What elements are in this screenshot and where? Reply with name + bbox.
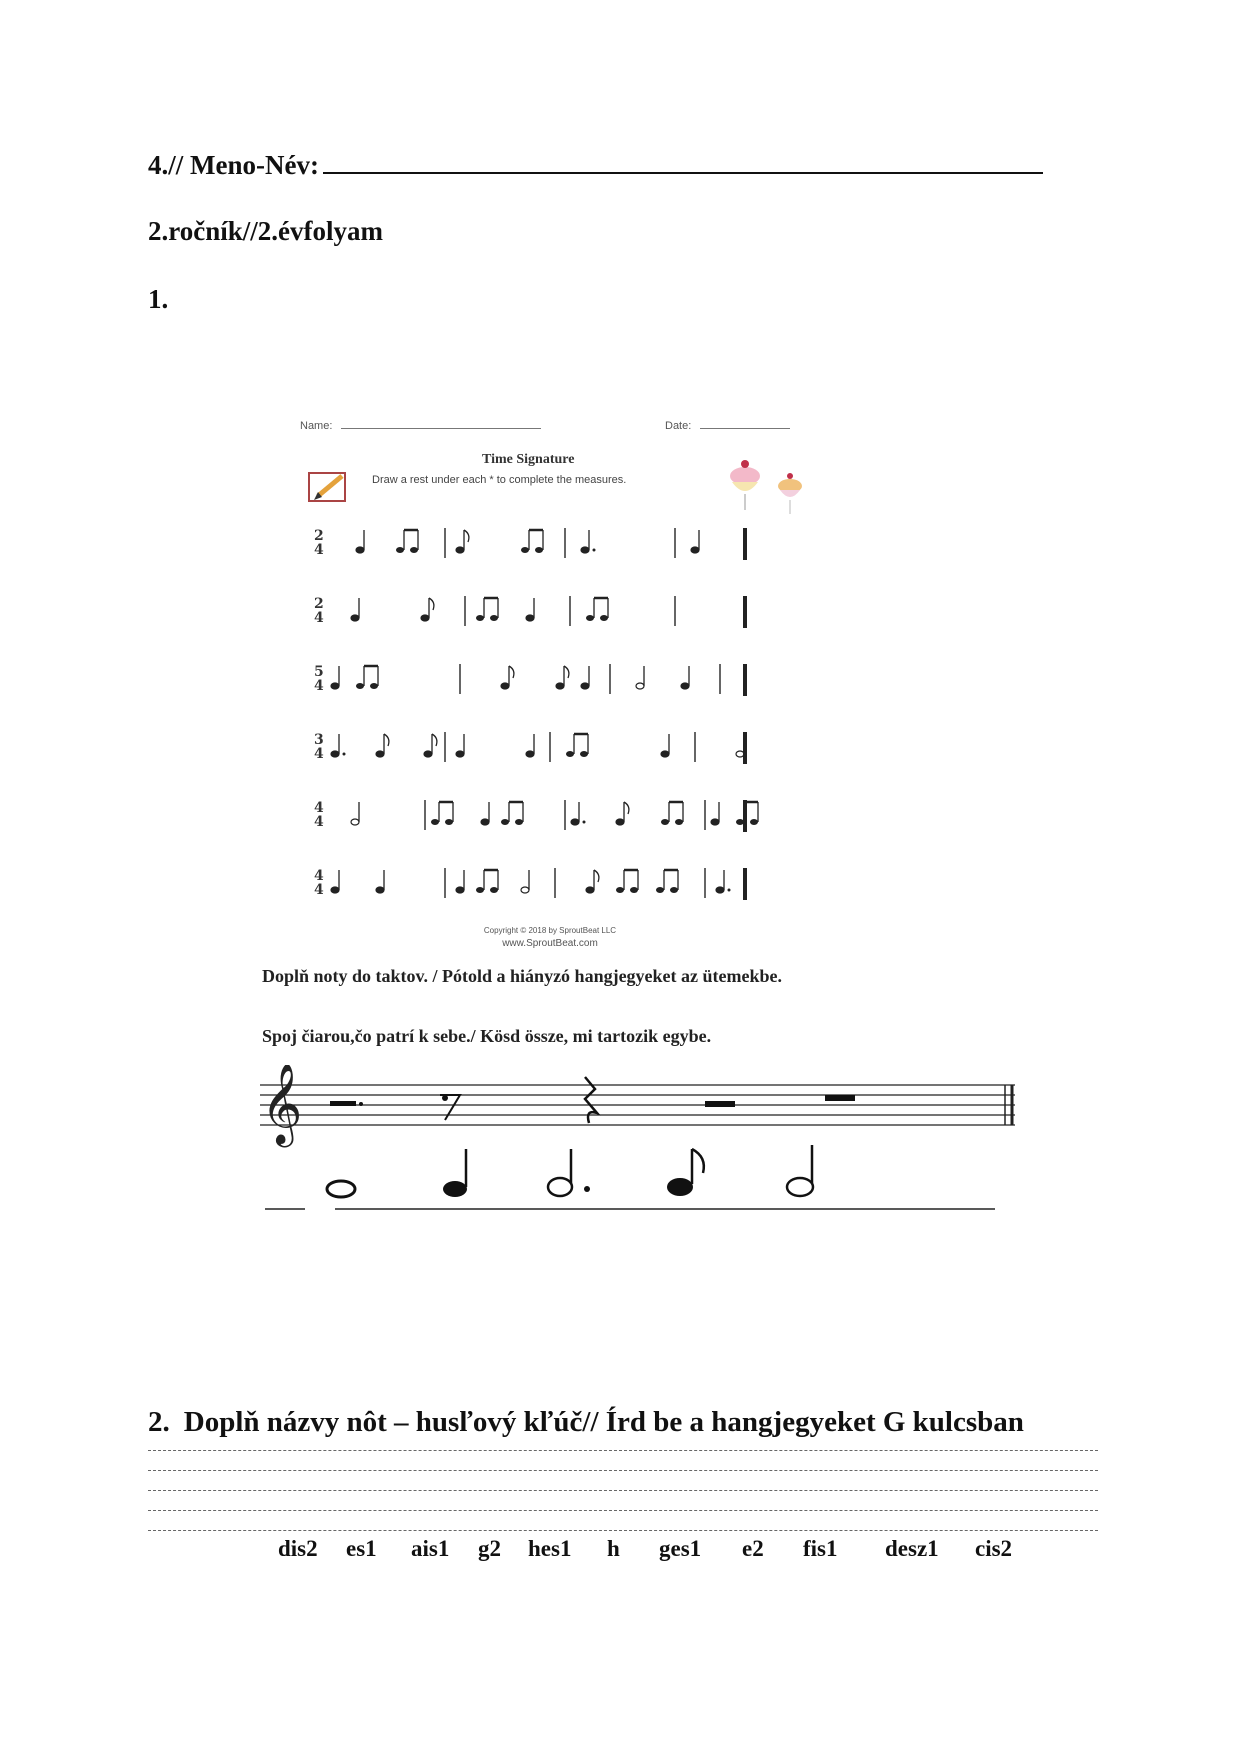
note-name: fis1 (803, 1536, 838, 1561)
note-head (431, 819, 439, 825)
scan-website: www.SproutBeat.com (502, 938, 598, 949)
quarter-note-icon (443, 1149, 467, 1197)
name-label: 4.// Meno-Név: (148, 150, 319, 180)
note-head (750, 819, 758, 825)
name-input-line[interactable] (323, 148, 1043, 174)
note-head (410, 547, 418, 553)
note-head (351, 819, 359, 825)
staff-line (148, 1470, 1098, 1471)
task2-number: 2. (148, 1406, 170, 1438)
matching-exercise (255, 1065, 1035, 1235)
note-name: cis2 (975, 1536, 1013, 1561)
dotted-half-note-icon (548, 1149, 590, 1196)
note-head (370, 683, 378, 689)
note-head (600, 615, 608, 621)
time-signature-top: 4 (314, 868, 324, 884)
note-head (481, 819, 489, 825)
time-signature-bottom: 4 (314, 814, 324, 830)
scan-date-label: Date: (665, 420, 692, 432)
note-head (586, 887, 594, 893)
note-head (501, 819, 509, 825)
scan-instruction: Draw a rest under each * to complete the measures. (372, 474, 627, 486)
note-head (476, 615, 484, 621)
note-head (526, 615, 534, 621)
staff-line (148, 1490, 1098, 1491)
staff-line (148, 1530, 1098, 1531)
note-name: ais1 (411, 1536, 450, 1561)
time-signature-top: 4 (314, 800, 324, 816)
note-dot (343, 753, 346, 756)
note-flag (464, 530, 469, 542)
half-note-icon (787, 1145, 813, 1196)
note-head (556, 683, 564, 689)
note-head (616, 887, 624, 893)
note-flag (624, 802, 629, 814)
note-head (331, 887, 339, 893)
note-head (351, 615, 359, 621)
note-flag (509, 666, 514, 678)
note-head (476, 887, 484, 893)
note-flag (594, 870, 599, 882)
note-name: ges1 (659, 1536, 702, 1561)
note-flag (432, 734, 437, 746)
whole-note-icon (327, 1181, 355, 1197)
note-head (616, 819, 624, 825)
match-instruction: Spoj čiarou,čo patrí k sebe./ Kösd össze, mi tartozik egybe. (262, 1026, 712, 1046)
note-head (691, 547, 699, 553)
task2-title: Doplň názvy nôt – husľový kľúč// Írd be a hangjegyeket G kulcsban (183, 1406, 1024, 1438)
note-head (376, 751, 384, 757)
task2-heading (148, 1406, 1024, 1439)
note-head (331, 751, 339, 757)
note-head (656, 887, 664, 893)
note-name: hes1 (528, 1536, 572, 1561)
whole-rest-icon (825, 1095, 855, 1101)
note-flag (564, 666, 569, 678)
note-head (661, 751, 669, 757)
note-head (331, 683, 339, 689)
time-signature-bottom: 4 (314, 746, 324, 762)
time-signature-bottom: 4 (314, 542, 324, 558)
note-head (526, 751, 534, 757)
staff-line (148, 1510, 1098, 1511)
rhythm-exercises (300, 518, 830, 918)
note-head (356, 683, 364, 689)
note-head (581, 547, 589, 553)
note-head (515, 819, 523, 825)
note-head (736, 751, 744, 757)
rest-staff (260, 1085, 1015, 1125)
worksheet-scan (300, 420, 830, 949)
note-head (736, 819, 744, 825)
note-head (586, 615, 594, 621)
note-head (716, 887, 724, 893)
note-head (580, 751, 588, 757)
note-head (566, 751, 574, 757)
note-name: dis2 (278, 1536, 318, 1561)
note-flag (429, 598, 434, 610)
scan-title: Time Signature (482, 452, 575, 467)
note-name: es1 (346, 1536, 377, 1561)
note-head (445, 819, 453, 825)
note-head (675, 819, 683, 825)
fill-notes-instruction: Doplň noty do taktov. / Pótold a hiányzó hangjegyeket az ütemekbe. (262, 966, 783, 986)
note-head (376, 887, 384, 893)
note-head (581, 683, 589, 689)
note-head (521, 887, 529, 893)
staff-line (148, 1450, 1098, 1451)
note-head (456, 887, 464, 893)
note-head (421, 615, 429, 621)
scan-copyright: Copyright © 2018 by SproutBeat LLC (483, 926, 617, 935)
note-dot (583, 821, 586, 824)
time-signature-bottom: 4 (314, 610, 324, 626)
note-name: g2 (478, 1536, 501, 1561)
time-signature-top: 5 (314, 664, 324, 680)
time-signature-top: 2 (314, 528, 324, 544)
time-signature-top: 2 (314, 596, 324, 612)
note-head (356, 547, 364, 553)
time-signature-bottom: 4 (314, 882, 324, 898)
note-head (681, 683, 689, 689)
note-head (571, 819, 579, 825)
scan-name-label: Name: (300, 420, 333, 432)
note-flag (384, 734, 389, 746)
note-head (456, 751, 464, 757)
note-head (456, 547, 464, 553)
scan-date-field (665, 420, 790, 432)
note-name: h (607, 1536, 620, 1561)
name-field (148, 148, 1043, 181)
note-head (711, 819, 719, 825)
grade-heading: 2.ročník//2.évfolyam (148, 216, 383, 246)
ice-cream-icon (720, 450, 820, 520)
quarter-rest-icon (585, 1077, 597, 1123)
note-name: e2 (742, 1536, 764, 1561)
note-head (630, 887, 638, 893)
time-signature-top: 3 (314, 732, 324, 748)
note-head (661, 819, 669, 825)
note-head (396, 547, 404, 553)
time-signature-bottom: 4 (314, 678, 324, 694)
note-head (501, 683, 509, 689)
note-name: desz1 (885, 1536, 939, 1561)
task1-number: 1. (148, 284, 169, 314)
note-head (521, 547, 529, 553)
eighth-note-icon (667, 1149, 704, 1196)
scan-name-field (300, 420, 541, 432)
note-head (535, 547, 543, 553)
note-dot (728, 889, 731, 892)
note-dot (593, 549, 596, 552)
treble-clef-icon: 𝄞 (261, 1065, 303, 1144)
note-head (490, 887, 498, 893)
half-rest-2-icon (705, 1101, 735, 1107)
note-head (490, 615, 498, 621)
note-head (670, 887, 678, 893)
note-head (636, 683, 644, 689)
note-head (424, 751, 432, 757)
pencil-icon (308, 470, 348, 504)
